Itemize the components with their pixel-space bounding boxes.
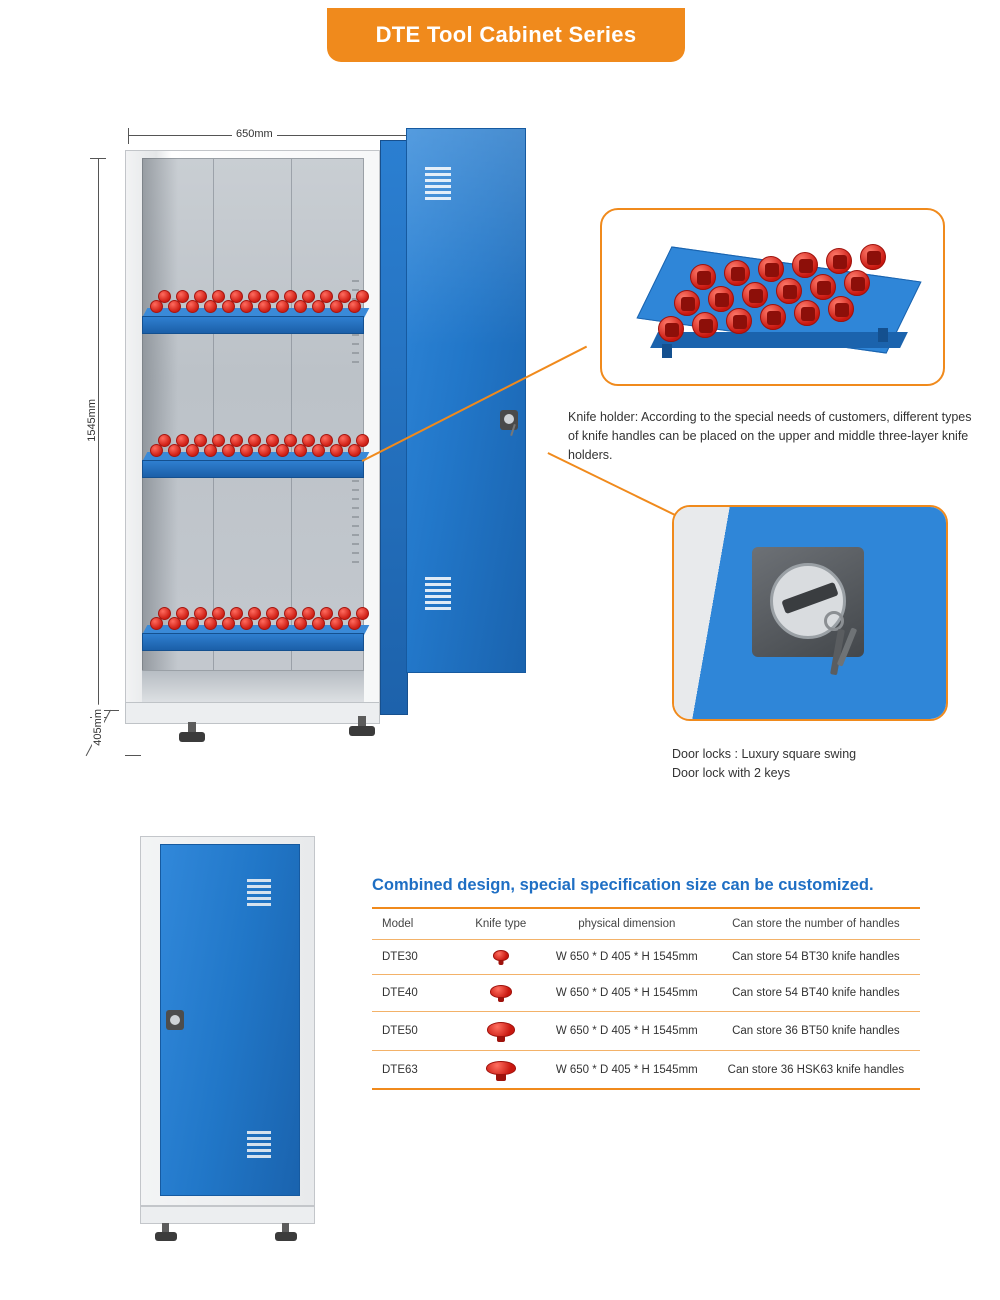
door-lock-caption-line1: Door locks : Luxury square swing <box>672 747 857 761</box>
specification-table <box>372 907 920 1090</box>
cell-model: DTE50 <box>372 1012 460 1051</box>
shelf-2 <box>142 460 364 478</box>
hsk63-holder-icon <box>460 1051 542 1090</box>
small-door-vent-bottom-icon <box>247 1131 271 1161</box>
small-cabinet-base <box>140 1206 315 1224</box>
door-vent-top-icon <box>425 167 451 201</box>
tray-front-edge <box>650 332 908 348</box>
height-dimension-label: 1545mm <box>86 395 98 446</box>
header-storage: Can store the number of handles <box>712 908 920 940</box>
cell-model: DTE63 <box>372 1051 460 1090</box>
table-row <box>372 940 920 975</box>
height-dimension-cap-top <box>90 158 106 159</box>
knife-holders-shelf-2 <box>148 432 363 462</box>
tray-leg-left <box>662 344 672 358</box>
bt40-holder-icon <box>460 975 542 1012</box>
knife-holder-callout <box>600 208 945 386</box>
spec-title: Combined design, special specification size can be customized. <box>372 876 874 894</box>
door-lock-caption-line2: Door lock with 2 keys <box>672 766 791 780</box>
specification-section <box>372 876 920 1090</box>
cell-model: DTE40 <box>372 975 460 1012</box>
cell-storage: Can store 36 HSK63 knife handles <box>712 1051 920 1090</box>
table-row <box>372 1012 920 1051</box>
knife-holder-caption: Knife holder: According to the special needs of customers, different types of knife handles can be placed on the upper and middle three-layer knife holders. <box>568 410 972 462</box>
closed-cabinet-illustration <box>120 830 350 1250</box>
cell-storage: Can store 54 BT30 knife handles <box>712 940 920 975</box>
depth-dimension-cap-bottom <box>125 755 141 756</box>
cell-model: DTE30 <box>372 940 460 975</box>
cell-storage: Can store 54 BT40 knife handles <box>712 975 920 1012</box>
cell-storage: Can store 36 BT50 knife handles <box>712 1012 920 1051</box>
small-cabinet-lock-dial-icon <box>170 1015 180 1025</box>
header-model: Model <box>372 908 460 940</box>
knife-holders-shelf-1 <box>148 288 363 318</box>
table-row <box>372 1051 920 1090</box>
page-title: DTE Tool Cabinet Series <box>375 22 637 47</box>
door-lock-callout <box>672 505 948 721</box>
page-header-banner <box>327 8 685 62</box>
knife-holder-tray-image <box>632 236 922 366</box>
door-lock-caption <box>672 745 952 783</box>
header-knife-type: Knife type <box>460 908 542 940</box>
door-lock-dial-icon <box>504 414 514 424</box>
door-edge-panel[interactable] <box>380 140 408 715</box>
cabinet-door[interactable] <box>406 128 526 673</box>
door-vent-bottom-icon <box>425 577 451 611</box>
depth-dimension-label: 405mm <box>92 705 104 750</box>
cell-dimension: W 650 * D 405 * H 1545mm <box>542 940 712 975</box>
knife-holders-shelf-3 <box>148 605 363 635</box>
width-dimension-label: 650mm <box>232 128 277 140</box>
tray-leg-right <box>878 328 888 342</box>
table-header-row <box>372 908 920 940</box>
depth-dimension-cap-top <box>103 710 119 711</box>
shelf-adjuster-strip-middle <box>352 480 359 570</box>
door-lock-assembly[interactable] <box>500 410 522 436</box>
key-ring-icon <box>824 611 844 631</box>
leveling-foot-left <box>179 732 205 742</box>
cabinet-illustration <box>80 110 600 770</box>
height-dimension-line <box>98 158 99 718</box>
bt50-holder-icon <box>460 1012 542 1051</box>
small-foot-right <box>275 1232 297 1241</box>
width-dimension-cap-left <box>128 128 129 144</box>
small-door-vent-top-icon <box>247 879 271 909</box>
cell-dimension: W 650 * D 405 * H 1545mm <box>542 975 712 1012</box>
small-cabinet-lock <box>166 1010 184 1030</box>
table-row <box>372 975 920 1012</box>
header-dimension: physical dimension <box>542 908 712 940</box>
cabinet-base <box>125 702 380 724</box>
cell-dimension: W 650 * D 405 * H 1545mm <box>542 1051 712 1090</box>
shelf-1 <box>142 316 364 334</box>
bt30-holder-icon <box>460 940 542 975</box>
cell-dimension: W 650 * D 405 * H 1545mm <box>542 1012 712 1051</box>
leveling-foot-right <box>349 726 375 736</box>
small-foot-left <box>155 1232 177 1241</box>
cabinet-floor <box>142 670 364 704</box>
shelf-3 <box>142 633 364 651</box>
